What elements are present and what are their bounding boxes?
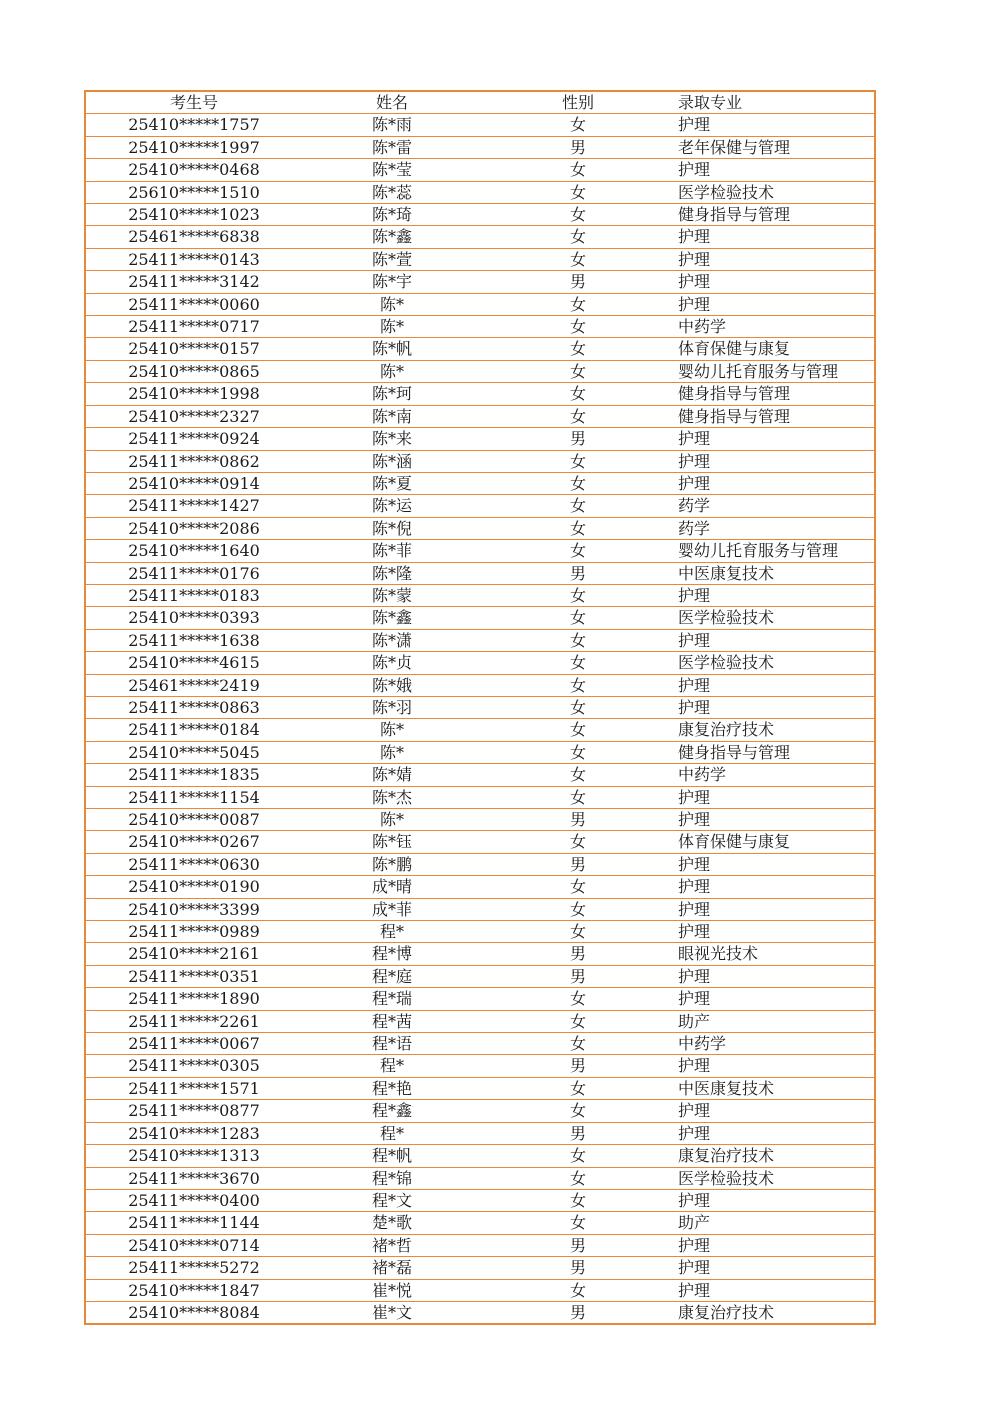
cell-major: 眼视光技术 — [674, 943, 875, 965]
cell-name: 陈*蒙 — [302, 584, 482, 606]
cell-candidate-id: 25410*****0157 — [85, 338, 302, 360]
table-row — [85, 428, 875, 450]
cell-candidate-id: 25411*****1890 — [85, 988, 302, 1010]
table-row — [85, 1145, 875, 1167]
cell-gender: 女 — [482, 741, 674, 763]
cell-gender: 女 — [482, 1010, 674, 1032]
cell-gender: 女 — [482, 316, 674, 338]
cell-candidate-id: 25411*****0630 — [85, 853, 302, 875]
cell-name: 陈*琦 — [302, 204, 482, 226]
table-row — [85, 719, 875, 741]
cell-candidate-id: 25410*****1640 — [85, 540, 302, 562]
cell-candidate-id: 25410*****0393 — [85, 607, 302, 629]
cell-major: 中药学 — [674, 764, 875, 786]
cell-name: 陈* — [302, 809, 482, 831]
cell-candidate-id: 25411*****5272 — [85, 1257, 302, 1279]
cell-name: 陈*婧 — [302, 764, 482, 786]
table-row — [85, 1301, 875, 1324]
cell-candidate-id: 25411*****0143 — [85, 248, 302, 270]
cell-gender: 女 — [482, 629, 674, 651]
cell-major: 护理 — [674, 921, 875, 943]
cell-name: 程*帆 — [302, 1145, 482, 1167]
cell-gender: 女 — [482, 674, 674, 696]
cell-name: 陈*鑫 — [302, 607, 482, 629]
cell-name: 陈* — [302, 316, 482, 338]
cell-gender: 女 — [482, 405, 674, 427]
cell-major: 医学检验技术 — [674, 1167, 875, 1189]
table-row — [85, 181, 875, 203]
table-row — [85, 876, 875, 898]
table-row — [85, 1077, 875, 1099]
cell-candidate-id: 25410*****0914 — [85, 472, 302, 494]
cell-candidate-id: 25410*****0714 — [85, 1234, 302, 1256]
cell-name: 程*鑫 — [302, 1100, 482, 1122]
cell-gender: 男 — [482, 1257, 674, 1279]
cell-major: 护理 — [674, 248, 875, 270]
cell-gender: 女 — [482, 921, 674, 943]
table-body — [85, 114, 875, 1324]
cell-gender: 女 — [482, 1077, 674, 1099]
cell-candidate-id: 25411*****1638 — [85, 629, 302, 651]
table-row — [85, 1279, 875, 1301]
cell-candidate-id: 25411*****0924 — [85, 428, 302, 450]
table-row — [85, 316, 875, 338]
cell-name: 成*晴 — [302, 876, 482, 898]
cell-major: 护理 — [674, 674, 875, 696]
cell-major: 护理 — [674, 226, 875, 248]
cell-major: 体育保健与康复 — [674, 338, 875, 360]
cell-gender: 女 — [482, 226, 674, 248]
cell-candidate-id: 25411*****0060 — [85, 293, 302, 315]
cell-candidate-id: 25410*****1313 — [85, 1145, 302, 1167]
cell-gender: 女 — [482, 248, 674, 270]
cell-name: 陈*莹 — [302, 159, 482, 181]
cell-gender: 女 — [482, 204, 674, 226]
cell-gender: 男 — [482, 562, 674, 584]
cell-candidate-id: 25411*****1144 — [85, 1212, 302, 1234]
cell-gender: 女 — [482, 114, 674, 136]
cell-candidate-id: 25410*****1757 — [85, 114, 302, 136]
cell-gender: 男 — [482, 853, 674, 875]
cell-major: 护理 — [674, 428, 875, 450]
cell-major: 医学检验技术 — [674, 607, 875, 629]
table-row — [85, 159, 875, 181]
cell-name: 陈*鑫 — [302, 226, 482, 248]
cell-candidate-id: 25411*****3670 — [85, 1167, 302, 1189]
cell-major: 医学检验技术 — [674, 181, 875, 203]
cell-major: 体育保健与康复 — [674, 831, 875, 853]
cell-gender: 女 — [482, 360, 674, 382]
cell-candidate-id: 25411*****1571 — [85, 1077, 302, 1099]
cell-major: 护理 — [674, 472, 875, 494]
cell-candidate-id: 25411*****0176 — [85, 562, 302, 584]
table-row — [85, 965, 875, 987]
cell-major: 护理 — [674, 876, 875, 898]
cell-major: 护理 — [674, 988, 875, 1010]
cell-name: 陈*雨 — [302, 114, 482, 136]
cell-name: 陈* — [302, 741, 482, 763]
cell-name: 程*庭 — [302, 965, 482, 987]
table-row — [85, 921, 875, 943]
cell-name: 程*语 — [302, 1033, 482, 1055]
cell-gender: 女 — [482, 584, 674, 606]
cell-major: 护理 — [674, 293, 875, 315]
table-row — [85, 831, 875, 853]
cell-gender: 女 — [482, 517, 674, 539]
table-row — [85, 472, 875, 494]
table-row — [85, 1189, 875, 1211]
table-row — [85, 898, 875, 920]
cell-candidate-id: 25410*****1023 — [85, 204, 302, 226]
table-row — [85, 248, 875, 270]
table-row — [85, 943, 875, 965]
table-row — [85, 584, 875, 606]
header-candidate-id: 考生号 — [85, 91, 302, 114]
cell-major: 中药学 — [674, 1033, 875, 1055]
cell-gender: 女 — [482, 338, 674, 360]
cell-gender: 女 — [482, 293, 674, 315]
cell-gender: 男 — [482, 965, 674, 987]
cell-candidate-id: 25411*****3142 — [85, 271, 302, 293]
cell-candidate-id: 25461*****2419 — [85, 674, 302, 696]
cell-name: 程* — [302, 1122, 482, 1144]
table-row — [85, 540, 875, 562]
cell-name: 楚*歌 — [302, 1212, 482, 1234]
cell-name: 陈* — [302, 360, 482, 382]
cell-major: 护理 — [674, 809, 875, 831]
cell-gender: 女 — [482, 1212, 674, 1234]
cell-major: 健身指导与管理 — [674, 405, 875, 427]
cell-candidate-id: 25410*****1998 — [85, 383, 302, 405]
cell-gender: 女 — [482, 719, 674, 741]
cell-gender: 女 — [482, 540, 674, 562]
cell-name: 陈*贞 — [302, 652, 482, 674]
cell-major: 护理 — [674, 1234, 875, 1256]
cell-major: 药学 — [674, 495, 875, 517]
table-row — [85, 764, 875, 786]
cell-candidate-id: 25410*****2161 — [85, 943, 302, 965]
table-row — [85, 1234, 875, 1256]
cell-name: 陈*运 — [302, 495, 482, 517]
table-row — [85, 360, 875, 382]
cell-name: 程*文 — [302, 1189, 482, 1211]
cell-gender: 女 — [482, 786, 674, 808]
table-row — [85, 607, 875, 629]
cell-major: 护理 — [674, 271, 875, 293]
header-gender: 性别 — [482, 91, 674, 114]
cell-name: 陈*珂 — [302, 383, 482, 405]
cell-name: 陈*南 — [302, 405, 482, 427]
cell-major: 中医康复技术 — [674, 562, 875, 584]
cell-major: 健身指导与管理 — [674, 383, 875, 405]
table-row — [85, 114, 875, 136]
cell-candidate-id: 25610*****1510 — [85, 181, 302, 203]
cell-gender: 女 — [482, 764, 674, 786]
table-row — [85, 405, 875, 427]
cell-candidate-id: 25410*****0468 — [85, 159, 302, 181]
cell-gender: 女 — [482, 1189, 674, 1211]
cell-candidate-id: 25411*****0717 — [85, 316, 302, 338]
cell-gender: 男 — [482, 428, 674, 450]
cell-major: 护理 — [674, 159, 875, 181]
table-row — [85, 1212, 875, 1234]
cell-gender: 女 — [482, 1145, 674, 1167]
cell-major: 康复治疗技术 — [674, 1145, 875, 1167]
cell-name: 程*博 — [302, 943, 482, 965]
cell-candidate-id: 25411*****0067 — [85, 1033, 302, 1055]
cell-gender: 女 — [482, 607, 674, 629]
cell-gender: 女 — [482, 472, 674, 494]
cell-major: 婴幼儿托育服务与管理 — [674, 540, 875, 562]
cell-name: 程* — [302, 921, 482, 943]
cell-name: 程* — [302, 1055, 482, 1077]
cell-candidate-id: 25410*****0087 — [85, 809, 302, 831]
cell-name: 陈*菲 — [302, 540, 482, 562]
cell-major: 健身指导与管理 — [674, 741, 875, 763]
cell-candidate-id: 25411*****1154 — [85, 786, 302, 808]
cell-major: 护理 — [674, 696, 875, 718]
table-row — [85, 562, 875, 584]
cell-candidate-id: 25411*****0877 — [85, 1100, 302, 1122]
cell-name: 崔*文 — [302, 1301, 482, 1324]
cell-name: 崔*悦 — [302, 1279, 482, 1301]
cell-candidate-id: 25411*****0989 — [85, 921, 302, 943]
table-row — [85, 988, 875, 1010]
cell-name: 程*瑞 — [302, 988, 482, 1010]
cell-major: 医学检验技术 — [674, 652, 875, 674]
cell-name: 陈*夏 — [302, 472, 482, 494]
cell-major: 助产 — [674, 1010, 875, 1032]
cell-candidate-id: 25410*****1847 — [85, 1279, 302, 1301]
cell-gender: 女 — [482, 450, 674, 472]
cell-major: 护理 — [674, 1279, 875, 1301]
cell-name: 陈* — [302, 293, 482, 315]
cell-major: 护理 — [674, 114, 875, 136]
cell-major: 护理 — [674, 1100, 875, 1122]
cell-candidate-id: 25410*****5045 — [85, 741, 302, 763]
cell-candidate-id: 25410*****1283 — [85, 1122, 302, 1144]
cell-name: 陈*涵 — [302, 450, 482, 472]
table-row — [85, 271, 875, 293]
cell-candidate-id: 25410*****2327 — [85, 405, 302, 427]
cell-gender: 女 — [482, 495, 674, 517]
cell-name: 陈*雷 — [302, 136, 482, 158]
cell-candidate-id: 25411*****2261 — [85, 1010, 302, 1032]
table-row — [85, 1033, 875, 1055]
cell-name: 陈* — [302, 719, 482, 741]
cell-gender: 男 — [482, 1234, 674, 1256]
cell-major: 护理 — [674, 786, 875, 808]
cell-name: 成*菲 — [302, 898, 482, 920]
cell-major: 健身指导与管理 — [674, 204, 875, 226]
cell-gender: 男 — [482, 136, 674, 158]
cell-candidate-id: 25461*****6838 — [85, 226, 302, 248]
table-row — [85, 1055, 875, 1077]
table-row — [85, 136, 875, 158]
cell-candidate-id: 25410*****0190 — [85, 876, 302, 898]
table-row — [85, 809, 875, 831]
cell-gender: 男 — [482, 1122, 674, 1144]
cell-candidate-id: 25411*****0184 — [85, 719, 302, 741]
cell-candidate-id: 25411*****0862 — [85, 450, 302, 472]
cell-name: 褚*哲 — [302, 1234, 482, 1256]
table-row — [85, 741, 875, 763]
cell-gender: 女 — [482, 696, 674, 718]
cell-major: 婴幼儿托育服务与管理 — [674, 360, 875, 382]
header-name: 姓名 — [302, 91, 482, 114]
cell-name: 陈*潇 — [302, 629, 482, 651]
cell-major: 护理 — [674, 450, 875, 472]
cell-major: 助产 — [674, 1212, 875, 1234]
cell-name: 陈*蕊 — [302, 181, 482, 203]
table-row — [85, 1167, 875, 1189]
cell-name: 陈*来 — [302, 428, 482, 450]
cell-name: 陈*萱 — [302, 248, 482, 270]
cell-major: 护理 — [674, 1122, 875, 1144]
cell-major: 护理 — [674, 584, 875, 606]
cell-major: 中药学 — [674, 316, 875, 338]
cell-gender: 女 — [482, 652, 674, 674]
cell-candidate-id: 25411*****0863 — [85, 696, 302, 718]
cell-gender: 男 — [482, 1301, 674, 1324]
table-row — [85, 853, 875, 875]
cell-major: 康复治疗技术 — [674, 719, 875, 741]
cell-major: 护理 — [674, 1189, 875, 1211]
cell-candidate-id: 25410*****0267 — [85, 831, 302, 853]
cell-name: 陈*隆 — [302, 562, 482, 584]
table-row — [85, 1010, 875, 1032]
cell-candidate-id: 25411*****0351 — [85, 965, 302, 987]
table-row — [85, 450, 875, 472]
cell-gender: 男 — [482, 271, 674, 293]
cell-gender: 女 — [482, 159, 674, 181]
cell-name: 陈*帆 — [302, 338, 482, 360]
cell-major: 护理 — [674, 853, 875, 875]
cell-gender: 女 — [482, 1033, 674, 1055]
table-row — [85, 629, 875, 651]
cell-candidate-id: 25411*****0400 — [85, 1189, 302, 1211]
cell-gender: 男 — [482, 1055, 674, 1077]
cell-major: 老年保健与管理 — [674, 136, 875, 158]
table-row — [85, 226, 875, 248]
cell-candidate-id: 25411*****1427 — [85, 495, 302, 517]
cell-name: 陈*倪 — [302, 517, 482, 539]
cell-candidate-id: 25410*****3399 — [85, 898, 302, 920]
cell-gender: 女 — [482, 383, 674, 405]
cell-gender: 男 — [482, 809, 674, 831]
cell-candidate-id: 25411*****1835 — [85, 764, 302, 786]
cell-major: 康复治疗技术 — [674, 1301, 875, 1324]
cell-major: 中医康复技术 — [674, 1077, 875, 1099]
cell-gender: 女 — [482, 831, 674, 853]
cell-gender: 男 — [482, 943, 674, 965]
cell-candidate-id: 25410*****4615 — [85, 652, 302, 674]
table-row — [85, 1100, 875, 1122]
cell-name: 程*艳 — [302, 1077, 482, 1099]
cell-name: 陈*钰 — [302, 831, 482, 853]
cell-candidate-id: 25410*****8084 — [85, 1301, 302, 1324]
admission-list-table — [84, 90, 876, 1325]
table-row — [85, 204, 875, 226]
cell-gender: 女 — [482, 898, 674, 920]
table-row — [85, 696, 875, 718]
cell-gender: 女 — [482, 1279, 674, 1301]
cell-name: 程*茜 — [302, 1010, 482, 1032]
cell-gender: 女 — [482, 876, 674, 898]
cell-gender: 女 — [482, 1100, 674, 1122]
cell-gender: 女 — [482, 988, 674, 1010]
cell-gender: 女 — [482, 1167, 674, 1189]
cell-name: 程*锦 — [302, 1167, 482, 1189]
table-row — [85, 786, 875, 808]
cell-major: 护理 — [674, 965, 875, 987]
table-row — [85, 652, 875, 674]
table-row — [85, 1257, 875, 1279]
cell-name: 陈*羽 — [302, 696, 482, 718]
cell-candidate-id: 25410*****1997 — [85, 136, 302, 158]
cell-candidate-id: 25411*****0183 — [85, 584, 302, 606]
table-header-row — [85, 91, 875, 114]
cell-name: 陈*杰 — [302, 786, 482, 808]
cell-candidate-id: 25410*****0865 — [85, 360, 302, 382]
cell-candidate-id: 25410*****2086 — [85, 517, 302, 539]
table-row — [85, 674, 875, 696]
cell-major: 护理 — [674, 1055, 875, 1077]
cell-gender: 女 — [482, 181, 674, 203]
cell-candidate-id: 25411*****0305 — [85, 1055, 302, 1077]
cell-name: 陈*鹏 — [302, 853, 482, 875]
header-major: 录取专业 — [674, 91, 875, 114]
cell-major: 护理 — [674, 1257, 875, 1279]
table-row — [85, 495, 875, 517]
table-row — [85, 383, 875, 405]
cell-name: 褚*磊 — [302, 1257, 482, 1279]
cell-major: 护理 — [674, 629, 875, 651]
table-row — [85, 338, 875, 360]
cell-name: 陈*娥 — [302, 674, 482, 696]
table-row — [85, 517, 875, 539]
cell-major: 护理 — [674, 898, 875, 920]
cell-major: 药学 — [674, 517, 875, 539]
table-row — [85, 293, 875, 315]
cell-name: 陈*宇 — [302, 271, 482, 293]
table-row — [85, 1122, 875, 1144]
